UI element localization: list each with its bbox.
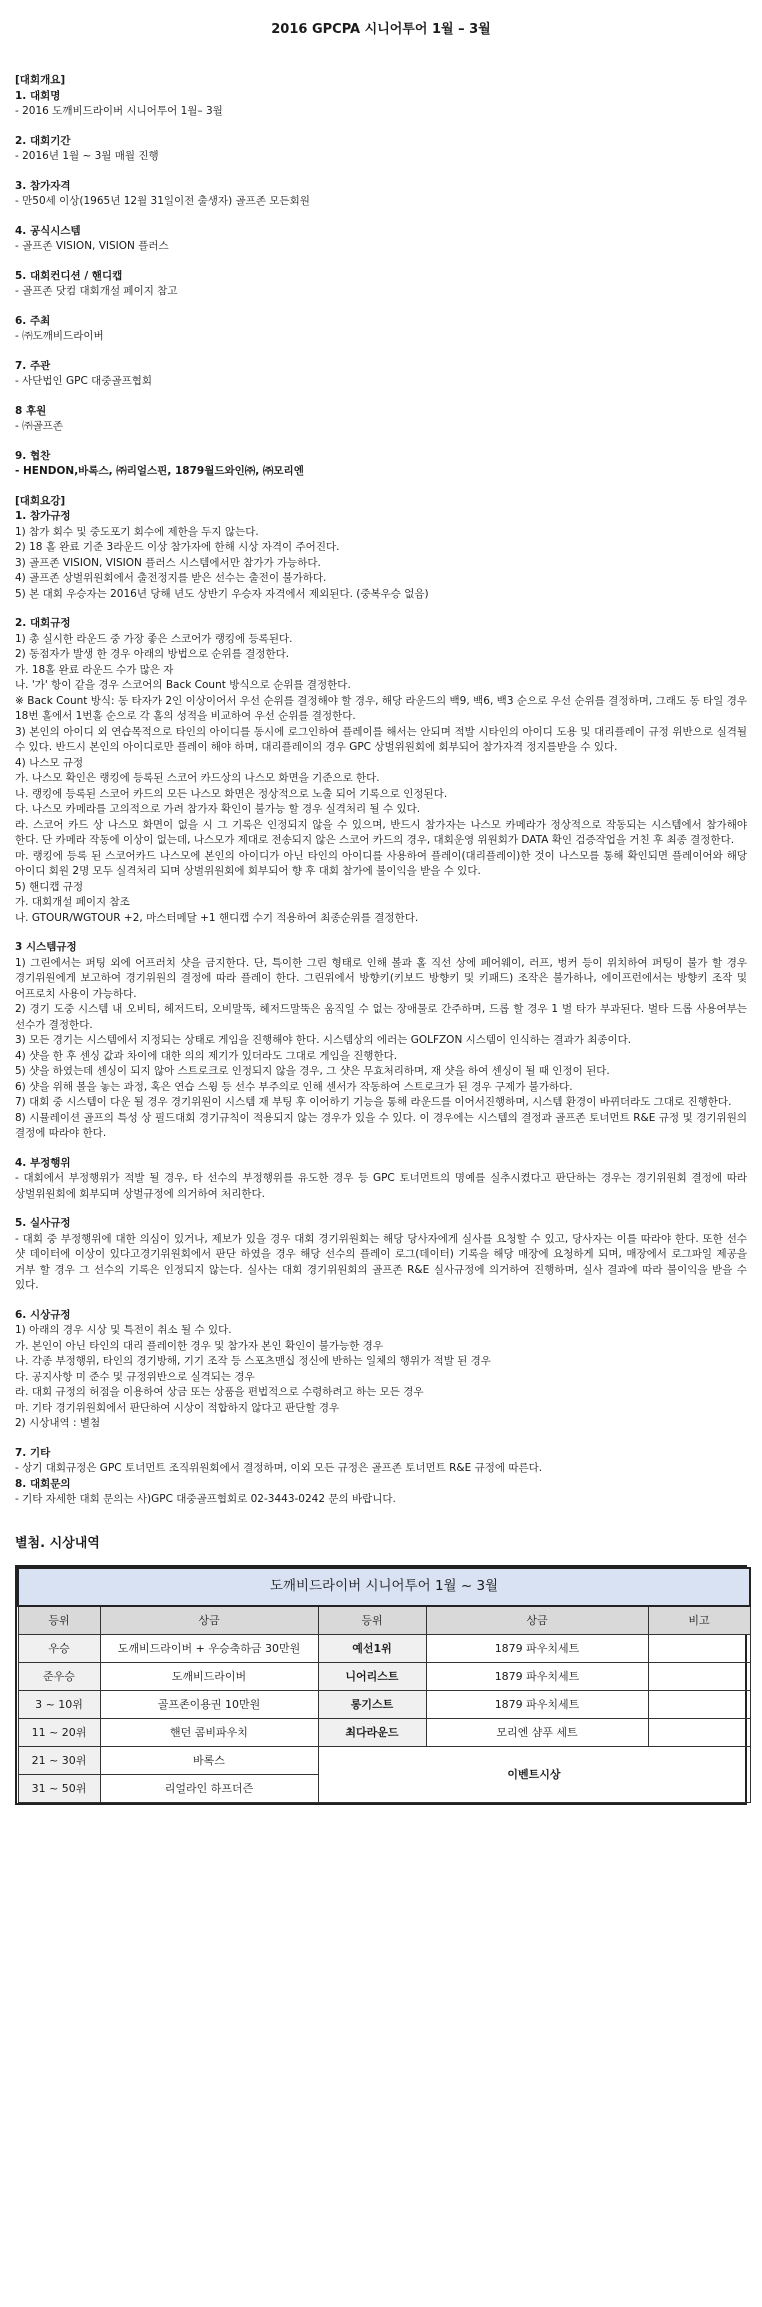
section-text: - 대회에서 부정행위가 적발 될 경우, 타 선수의 부정행위를 유도한 경우 등 GPC 토너먼트의 명예를 실추시켰다고 판단하는 경우는 경기위원회 결정에 따라 상벌위원회에 회부되며 상벌규정에 의거하여 처리한다. [15, 1172, 747, 1200]
section-text: 다. 나스모 카메라를 고의적으로 가려 참가자 확인이 불가능 할 경우 실격처리 될 수 있다. [15, 803, 421, 815]
section-text: 2) 시상내역 : 별첨 [15, 1417, 101, 1429]
rules-section [15, 1446, 747, 1477]
rules-list [15, 509, 747, 1508]
section-text: 5) 본 대회 우승자는 2016년 당해 년도 상반기 우승자 자격에서 제외된다. (중복우승 없음) [15, 587, 429, 600]
rules-section [15, 1216, 747, 1294]
overview-section [15, 314, 747, 345]
overview-section [15, 449, 747, 480]
overview-heading: [대회개요] [15, 74, 66, 86]
rules-section [15, 1477, 747, 1508]
section-title: 8 후원 [15, 404, 47, 417]
section-text: 가. 본인이 아닌 타인의 대리 플레이한 경우 및 참가자 본인 확인이 불가능한 경우 [15, 1339, 383, 1352]
section-text: 라. 스코어 카드 상 나스모 화면이 없을 시 그 기록은 인정되지 않을 수 있으며, 반드시 참가자는 나스모 카메라가 정상적으로 작동되는 시스템에서 참가해야 한다. 단 카메라 작동에 이상이 없는데, 나스모가 제대로 전송되지 않은 스코어 카드의 경우, 대회운영 위원회가 DATA 확인 검증작업을 거친 후 최종 결정한다. [15, 818, 747, 846]
note-cell [648, 1719, 750, 1747]
section-title: 9. 협찬 [15, 449, 51, 462]
rules-section [15, 616, 747, 926]
section-text: 나. '가' 항이 같을 경우 스코어의 Back Count 방식으로 순위를 결정한다. [15, 679, 351, 691]
rules-heading: [대회요강] [15, 494, 66, 507]
section-title: 6. 주최 [15, 314, 51, 327]
prize-cell: 골프존이용권 10만원 [100, 1691, 318, 1719]
prize-cell-2: 1879 파우치세트 [426, 1663, 648, 1691]
table-row [18, 1635, 750, 1663]
prize-table [17, 1567, 751, 1803]
section-title: 1. 대회명 [15, 89, 61, 102]
page-title: 2016 GPCPA 시니어투어 1월 – 3월 [271, 22, 491, 37]
rank-cell-2: 롱기스트 [318, 1691, 426, 1719]
section-title: 5. 실사규정 [15, 1217, 71, 1229]
section-text: 가. 대회개설 페이지 참조 [15, 896, 130, 908]
prize-cell: 바록스 [100, 1747, 318, 1775]
section-text: 1) 참가 회수 및 중도포기 회수에 제한을 두지 않는다. [15, 525, 259, 538]
section-title: 4. 부정행위 [15, 1156, 71, 1169]
section-text: 3) 골프존 VISION, VISION 플러스 시스템에서만 참가가 가능하다. [15, 556, 321, 569]
section-text: 4) 샷을 한 후 센싱 값과 차이에 대한 의의 제기가 있더라도 그대로 게임을 진행한다. [15, 1049, 398, 1062]
overview-section [15, 224, 747, 255]
section-text: 5) 샷을 하였는데 센싱이 되지 않아 스트로크로 인정되지 않을 경우, 그 샷은 무효처리하며, 재 샷을 하여 센싱이 될 때 인정이 된다. [15, 1065, 610, 1077]
section-text: - 골프존 VISION, VISION 플러스 [15, 240, 169, 252]
section-text: 가. 18홀 완료 라운드 수가 많은 자 [15, 663, 174, 676]
section-text: 나. 랭킹에 등록된 스코어 카드의 모든 나스모 화면은 정상적으로 노출 되어 기록으로 인정된다. [15, 787, 448, 800]
rank-cell-2: 최다라운드 [318, 1719, 426, 1747]
rank-cell-2: 니어리스트 [318, 1663, 426, 1691]
document-body [15, 73, 747, 1805]
rank-cell: 준우승 [18, 1663, 100, 1691]
note-cell [648, 1635, 750, 1663]
section-text: - 상기 대회규정은 GPC 토너먼트 조직위원회에서 결정하며, 이외 모든 규정은 골프존 토너먼트 R&E 규정에 따른다. [15, 1462, 543, 1474]
section-title: 4. 공식시스템 [15, 224, 81, 237]
section-text: 다. 공지사항 미 준수 및 규정위반으로 실격되는 경우 [15, 1370, 255, 1383]
rules-section [15, 1308, 747, 1432]
rank-cell: 우승 [18, 1635, 100, 1663]
section-text: 라. 대회 규정의 허점을 이용하여 상금 또는 상품을 편법적으로 수령하려고 하는 모든 경우 [15, 1386, 424, 1398]
prize-cell: 도깨비드라이버 [100, 1663, 318, 1691]
rank-cell: 11 ~ 20위 [18, 1719, 100, 1747]
prize-cell: 도깨비드라이버 + 우승축하금 30만원 [100, 1635, 318, 1663]
overview-section [15, 89, 747, 120]
rank-cell: 3 ~ 10위 [18, 1691, 100, 1719]
section-title: 6. 시상규정 [15, 1308, 71, 1321]
section-text: 마. 랭킹에 등록 된 스코어카드 나스모에 본인의 아이디가 아닌 타인의 아이디를 사용하여 플레이(대리플레이)한 것이 나스모를 통해 확인되면 플레이어와 해당 아이디 회원 2명 모두 실격처리 되며 상벌위원회에 회부되어 향 후 대회 참가에 불이익을 받을 수 있다. [15, 849, 747, 877]
section-text: 가. 나스모 확인은 랭킹에 등록된 스코어 카드상의 나스모 화면을 기준으로 한다. [15, 772, 380, 784]
section-text: ※ Back Count 방식: 동 타자가 2인 이상이어서 우선 순위를 결정해야 할 경우, 해당 라운드의 백9, 백6, 백3 순으로 우선 순위를 결정하며, 그래도 동 타일 경우 18번 홀에서 1번홀 순으로 각 홀의 성적을 비교하여 우선 순위를 결정한다. [15, 694, 747, 722]
column-header-note: 비고 [648, 1606, 750, 1635]
section-text: - 기타 자세한 대회 문의는 사)GPC 대중골프협회로 02-3443-0242 문의 바랍니다. [15, 1493, 396, 1505]
event-prize-cell: 이벤트시상 [318, 1747, 750, 1803]
section-text: 3) 모든 경기는 시스템에서 지정되는 상태로 게임을 진행해야 한다. 시스템상의 에러는 GOLFZON 시스템이 인식하는 결과가 최종이다. [15, 1034, 632, 1046]
prize-cell-2: 모리엔 샴푸 세트 [426, 1719, 648, 1747]
section-text: 1) 총 실시한 라운드 중 가장 좋은 스코어가 랭킹에 등록된다. [15, 632, 293, 645]
section-title: 2. 대회기간 [15, 134, 71, 147]
section-text: 7) 대회 중 시스템이 다운 될 경우 경기위원이 시스템 재 부팅 후 이어하기 기능을 통해 라운드를 이어서진행하며, 시스템 환경이 바뀌더라도 그대로 진행한다. [15, 1096, 732, 1108]
section-text: 마. 기타 경기위원회에서 판단하여 시상이 적합하지 않다고 판단할 경우 [15, 1401, 340, 1414]
section-title: 7. 주관 [15, 359, 51, 372]
section-title: 3. 참가자격 [15, 179, 71, 192]
note-cell [648, 1663, 750, 1691]
section-text: 4) 나스모 규정 [15, 756, 84, 769]
section-text: 4) 골프존 상벌위원회에서 출전정지를 받은 선수는 출전이 불가하다. [15, 572, 327, 584]
rank-cell-2: 예선1위 [318, 1635, 426, 1663]
section-title: 3 시스템규정 [15, 941, 77, 953]
column-header-prize: 상금 [100, 1606, 318, 1635]
section-text: - 만50세 이상(1965년 12월 31일이전 출생자) 골프존 모든회원 [15, 195, 310, 207]
note-cell [648, 1691, 750, 1719]
section-text: 2) 동점자가 발생 한 경우 아래의 방법으로 순위를 결정한다. [15, 648, 290, 660]
overview-section [15, 269, 747, 300]
section-text: - 2016년 1월 ~ 3월 매월 진행 [15, 150, 159, 162]
prize-cell-2: 1879 파우치세트 [426, 1691, 648, 1719]
prize-cell: 리얼라인 하프더즌 [100, 1775, 318, 1803]
overview-section [15, 404, 747, 435]
section-text: 5) 핸디캡 규정 [15, 880, 84, 893]
column-header-rank: 등위 [18, 1606, 100, 1635]
section-text: 1) 그린에서는 퍼팅 외에 어프러치 샷을 금지한다. 단, 특이한 그린 형태로 인해 볼과 홀 직선 상에 페어웨이, 러프, 벙커 등이 위치하여 퍼팅이 불가 할 경우 경기위원에게 보고하여 경기위원의 결정에 따라 플레이 한다. 그린위에서 방향키(키보드 방향키 및 키패드) 조작은 불가하나, 에이프런에서는 방향키 조작 및 어프로치 사용이 가능하다. [15, 956, 747, 1000]
section-text: 1) 아래의 경우 시상 및 특전이 취소 될 수 있다. [15, 1324, 232, 1336]
rules-section [15, 1156, 747, 1203]
table-row [18, 1719, 750, 1747]
rank-cell: 31 ~ 50위 [18, 1775, 100, 1803]
section-text: - 골프존 닷컴 대회개설 페이지 참고 [15, 285, 178, 297]
table-row [18, 1747, 750, 1775]
section-text: - 2016 도깨비드라이버 시니어투어 1월– 3월 [15, 105, 223, 117]
table-row [18, 1663, 750, 1691]
section-text: 3) 본인의 아이디 외 연습목적으로 타인의 아이디를 동시에 로그인하여 플레이를 해서는 안되며 적발 시타인의 아이디 도용 및 대리플레이 규정 위반으로 실격될 수 있다. 반드시 본인의 아이디로만 플레이 해야 하며, 대리플레이의 경우 GPC 상벌위원회에 회부되어 참가자격 정지를받을 수 있다. [15, 725, 747, 753]
rank-cell: 21 ~ 30위 [18, 1747, 100, 1775]
section-title: 8. 대회문의 [15, 1477, 71, 1490]
overview-section [15, 179, 747, 210]
annex-title: 별첨. 시상내역 [15, 1535, 100, 1551]
section-text: 8) 시뮬레이션 골프의 특성 상 필드대회 경기규칙이 적용되지 않는 경우가 있을 수 있다. 이 경우에는 시스템의 결정과 골프존 토너먼트 R&E 규정 및 경기위원의 결정에 따라야 한다. [15, 1111, 747, 1139]
section-text: - ㈜골프존 [15, 420, 64, 432]
table-row [18, 1691, 750, 1719]
section-text: 2) 18 홀 완료 기준 3라운드 이상 참가자에 한해 시상 자격이 주어진다. [15, 541, 340, 553]
prize-cell-2: 1879 파우치세트 [426, 1635, 648, 1663]
section-text: 6) 샷을 위해 볼을 놓는 과정, 혹은 연습 스윙 등 선수 부주의로 인해 센서가 작동하여 스트로크가 된 경우 구제가 불가하다. [15, 1080, 573, 1093]
column-header-prize-2: 상금 [426, 1606, 648, 1635]
prize-table-frame [15, 1565, 747, 1805]
section-title: 1. 참가규정 [15, 510, 71, 522]
section-title: 7. 기타 [15, 1446, 51, 1459]
section-text: - HENDON,바록스, ㈜리얼스핀, 1879월드와인㈜, ㈜모리엔 [15, 465, 304, 477]
prize-table-caption: 도깨비드라이버 시니어투어 1월 ~ 3월 [18, 1568, 750, 1606]
section-text: 나. 각종 부정행위, 타인의 경기방해, 기기 조작 등 스포츠맨십 정신에 반하는 일체의 행위가 적발 된 경우 [15, 1355, 491, 1367]
section-title: 5. 대회컨디션 / 핸디캡 [15, 269, 123, 282]
prize-cell: 핸던 콤비파우치 [100, 1719, 318, 1747]
section-text: - ㈜도깨비드라이버 [15, 330, 104, 342]
overview-section [15, 134, 747, 165]
section-title: 2. 대회규정 [15, 617, 71, 629]
rules-section [15, 940, 747, 1142]
section-text: 2) 경기 도중 시스템 내 오비티, 헤저드티, 오비말뚝, 헤저드말뚝은 움직일 수 없는 장애물로 간주하며, 드롭 할 경우 1 벌 타가 부과된다. 벌타 드롭 사용여부는 선수가 결정한다. [15, 1003, 747, 1031]
section-text: 나. GTOUR/WGTOUR +2, 마스터메달 +1 핸디캡 수기 적용하여 최종순위를 결정한다. [15, 911, 419, 924]
column-header-rank-2: 등위 [318, 1606, 426, 1635]
overview-section [15, 359, 747, 390]
rules-section [15, 509, 747, 602]
overview-list [15, 89, 747, 480]
section-text: - 대회 중 부정행위에 대한 의심이 있거나, 제보가 있을 경우 대회 경기위원회는 해당 당사자에게 실사를 요청할 수 있고, 당사자는 이를 따라야 한다. 또한 선수 샷 데이터에 이상이 있다고경기위원회에서 판단 하였을 경우 해당 선수의 플레이 로그(데이터) 기록을 해당 매장에 요청하게 되며, 매장에서 로그파일 제공을 거부 할 경우 그 선수의 기록은 인정되지 않는다. 실사는 대회 경기위원회의 골프존 R&E 실사규정에 의거하여 진행하며, 실사 결과에 따라 불이익을 받을 수 있다. [15, 1232, 747, 1291]
section-text: - 사단법인 GPC 대중골프협회 [15, 375, 153, 387]
